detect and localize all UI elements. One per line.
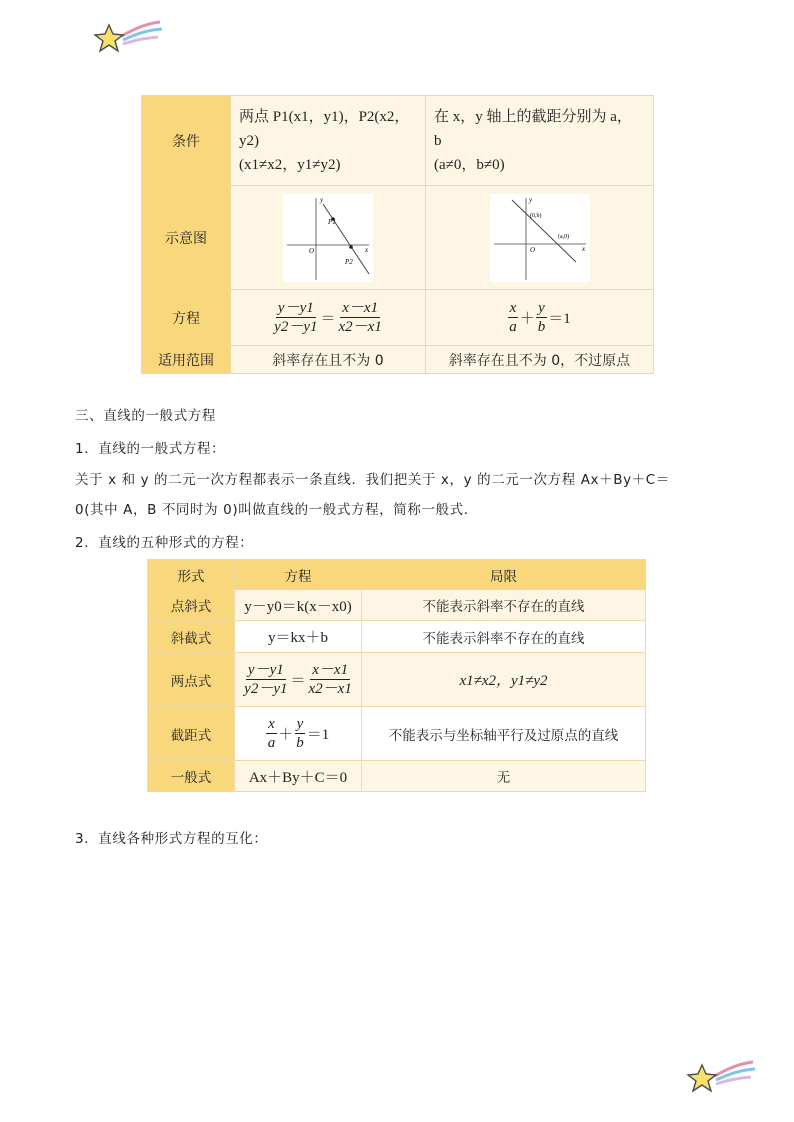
p1-label: P1 — [328, 217, 336, 226]
header-equation: 方程 — [235, 560, 362, 590]
shooting-star-icon — [92, 18, 164, 58]
equation-point-slope: y－y0＝k(x－x0) — [235, 590, 362, 621]
equation-slope-intercept: y＝kx＋b — [235, 621, 362, 653]
header-form: 形式 — [148, 560, 235, 590]
y-axis-label: y — [528, 195, 532, 204]
five-forms-table — [147, 559, 646, 792]
two-point-diagram-cell — [231, 186, 426, 290]
shooting-star-icon — [685, 1058, 757, 1098]
equation-general: Ax＋By＋C＝0 — [235, 761, 362, 792]
item3-title: 3．直线各种形式方程的互化： — [75, 831, 268, 847]
item1-title: 1．直线的一般式方程： — [75, 441, 226, 457]
equation-intercept: $\frac{x}{a}$ ＋ $\frac{y}{b}$ ＝1 — [235, 707, 362, 761]
two-point-equation: $\frac{y-y1}{y2-y1}$ ＝ $\frac{x-x1}{x2-x1}$ — [231, 290, 426, 346]
item1-line2: 0(其中 A，B 不同时为 0)叫做直线的一般式方程，简称一般式． — [75, 502, 478, 518]
x-axis-label: x — [365, 245, 369, 254]
limit-point-slope: 不能表示斜率不存在的直线 — [362, 590, 646, 621]
row-header-equation: 方程 — [142, 290, 231, 346]
intercept-scope: 斜率存在且不为 0，不过原点 — [426, 346, 654, 374]
row-header-condition: 条件 — [142, 96, 231, 186]
form-two-point: 两点式 — [148, 653, 235, 707]
two-point-condition: 两点 P1(x1，y1)，P2(x2，y2) (x1≠x2，y1≠y2) — [231, 96, 426, 186]
form-slope-intercept: 斜截式 — [148, 621, 235, 653]
intercept-diagram-cell — [426, 186, 654, 290]
table-row — [148, 761, 646, 792]
limit-intercept: 不能表示与坐标轴平行及过原点的直线 — [362, 707, 646, 761]
origin-label: O — [529, 245, 535, 254]
origin-label: O — [309, 246, 315, 255]
two-point-scope: 斜率存在且不为 0 — [231, 346, 426, 374]
x-axis-label: x — [581, 244, 585, 253]
p2-label: P2 — [345, 257, 353, 266]
equation-two-point: $\frac{y-y1}{y2-y1}$ ＝ $\frac{x-x1}{x2-x1}$ — [235, 653, 362, 707]
limit-general: 无 — [362, 761, 646, 792]
form-point-slope: 点斜式 — [148, 590, 235, 621]
header-limit: 局限 — [362, 560, 646, 590]
intercept-condition: 在 x，y 轴上的截距分别为 a， b (a≠0，b≠0) — [426, 96, 654, 186]
limit-two-point: x1≠x2，y1≠y2 — [362, 653, 646, 707]
row-header-scope: 适用范围 — [142, 346, 231, 374]
table-row — [148, 621, 646, 653]
two-point-line-diagram — [283, 194, 373, 282]
y-intercept-label: (0,b) — [529, 212, 541, 219]
form-general: 一般式 — [148, 761, 235, 792]
intercept-equation: $\frac{x}{a}$ ＋ $\frac{y}{b}$ ＝1 — [426, 290, 654, 346]
table-row — [148, 590, 646, 621]
y-axis-label: y — [320, 195, 324, 204]
table-row — [148, 653, 646, 707]
section-title: 三、直线的一般式方程 — [75, 408, 216, 424]
row-header-diagram: 示意图 — [142, 186, 231, 290]
x-intercept-label: (a,0) — [557, 233, 569, 240]
table-row — [148, 707, 646, 761]
form-intercept: 截距式 — [148, 707, 235, 761]
item2-title: 2．直线的五种形式的方程： — [75, 535, 254, 551]
item1-line1: 关于 x 和 y 的二元一次方程都表示一条直线．我们把关于 x，y 的二元一次方程 Ax＋By＋C＝ — [75, 472, 670, 488]
intercept-line-diagram — [490, 194, 590, 282]
line-forms-comparison-table — [141, 95, 654, 374]
limit-slope-intercept: 不能表示斜率不存在的直线 — [362, 621, 646, 653]
